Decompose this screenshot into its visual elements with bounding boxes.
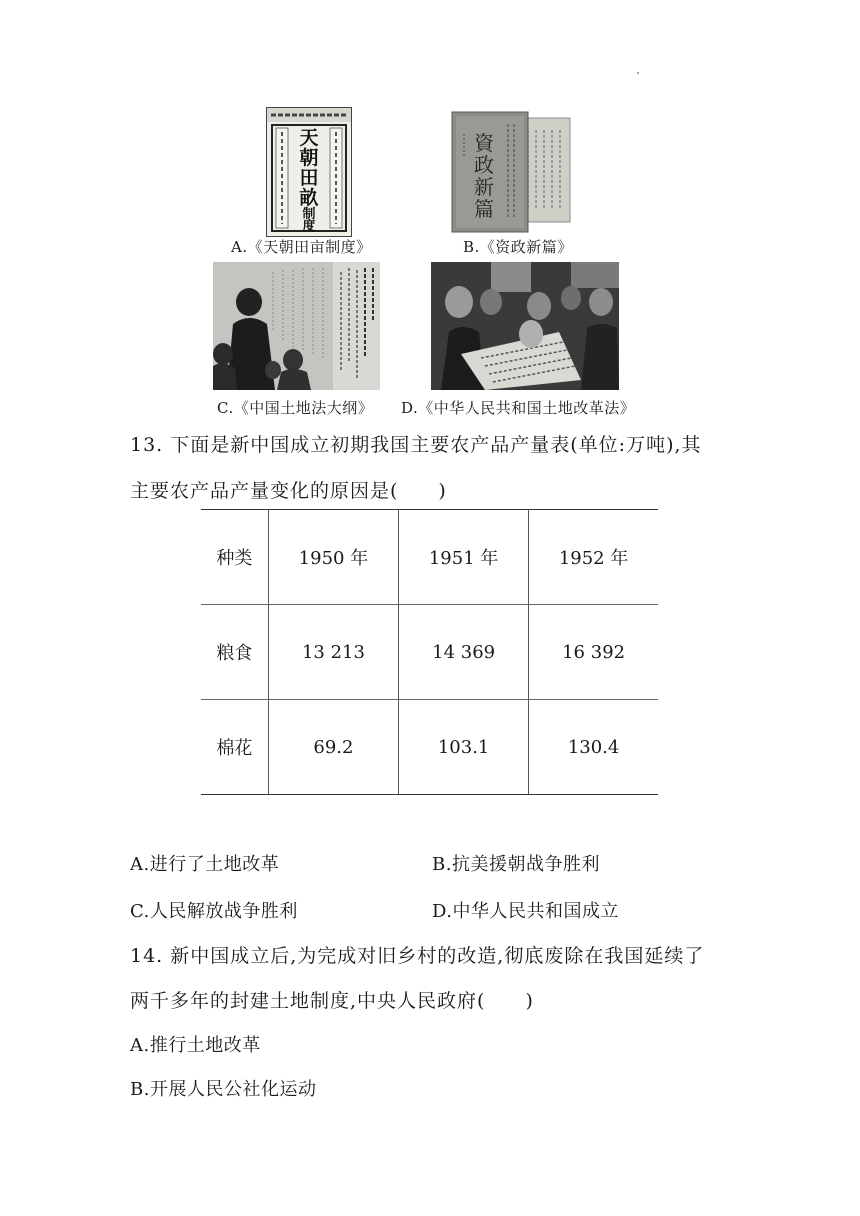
q14-option-b[interactable]: B.开展人民公社化运动 xyxy=(130,1079,317,1100)
production-table xyxy=(201,509,658,795)
figure-d-caption: D.《中华人民共和国土地改革法》 xyxy=(401,399,636,417)
figure-a-caption: A.《天朝田亩制度》 xyxy=(231,238,372,256)
q13-option-c[interactable]: C.人民解放战争胜利 xyxy=(130,901,298,922)
figure-c-photo xyxy=(213,262,380,390)
table-cell: 103.1 xyxy=(399,700,529,795)
table-cell: 14 369 xyxy=(399,605,529,700)
svg-text:天: 天 xyxy=(299,127,319,149)
svg-text:田: 田 xyxy=(299,167,319,189)
svg-text:朝: 朝 xyxy=(299,147,319,169)
table-cell: 69.2 xyxy=(268,700,398,795)
table-header-cell: 1950 年 xyxy=(268,510,398,605)
table-header-cell: 种类 xyxy=(201,510,268,605)
svg-text:新: 新 xyxy=(474,175,494,199)
svg-text:度: 度 xyxy=(302,219,316,234)
figure-d-photo xyxy=(431,262,619,390)
table-row xyxy=(201,700,658,795)
table-cell: 16 392 xyxy=(529,605,658,700)
table-cell: 130.4 xyxy=(529,700,658,795)
table-header-cell: 1951 年 xyxy=(399,510,529,605)
q14-stem-line1: 14. 新中国成立后,为完成对旧乡村的改造,彻底废除在我国延续了 xyxy=(130,945,705,967)
q13-option-d[interactable]: D.中华人民共和国成立 xyxy=(432,901,620,922)
table-cell: 棉花 xyxy=(201,700,268,795)
figure-a-book-cover xyxy=(267,108,351,236)
svg-text:畝: 畝 xyxy=(299,187,319,209)
svg-text:資: 資 xyxy=(474,131,494,155)
table-row xyxy=(201,605,658,700)
figure-a-image xyxy=(266,107,352,237)
figure-b-caption: B.《资政新篇》 xyxy=(463,238,573,256)
q13-stem-line1: 13. 下面是新中国成立初期我国主要农产品产量表(单位:万吨),其 xyxy=(130,434,702,456)
stray-dot xyxy=(637,72,639,74)
figure-c-image xyxy=(213,262,380,390)
svg-text:篇: 篇 xyxy=(474,197,494,221)
svg-text:制: 制 xyxy=(302,207,316,222)
table-cell: 13 213 xyxy=(268,605,398,700)
table-header-cell: 1952 年 xyxy=(529,510,658,605)
q14-stem-line2: 两千多年的封建土地制度,中央人民政府( ) xyxy=(130,990,534,1012)
q14-option-a[interactable]: A.推行土地改革 xyxy=(130,1035,261,1056)
q13-option-b[interactable]: B.抗美援朝战争胜利 xyxy=(432,854,600,875)
figure-d-image xyxy=(431,262,619,390)
svg-text:政: 政 xyxy=(474,153,494,177)
figure-b-image xyxy=(450,110,572,235)
table-cell: 粮食 xyxy=(201,605,268,700)
q13-stem-line2: 主要农产品产量变化的原因是( ) xyxy=(130,480,447,502)
figure-c-caption: C.《中国土地法大纲》 xyxy=(217,399,374,417)
q13-option-a[interactable]: A.进行了土地改革 xyxy=(130,854,280,875)
figure-b-booklets xyxy=(450,110,572,235)
table-header-row xyxy=(201,510,658,605)
